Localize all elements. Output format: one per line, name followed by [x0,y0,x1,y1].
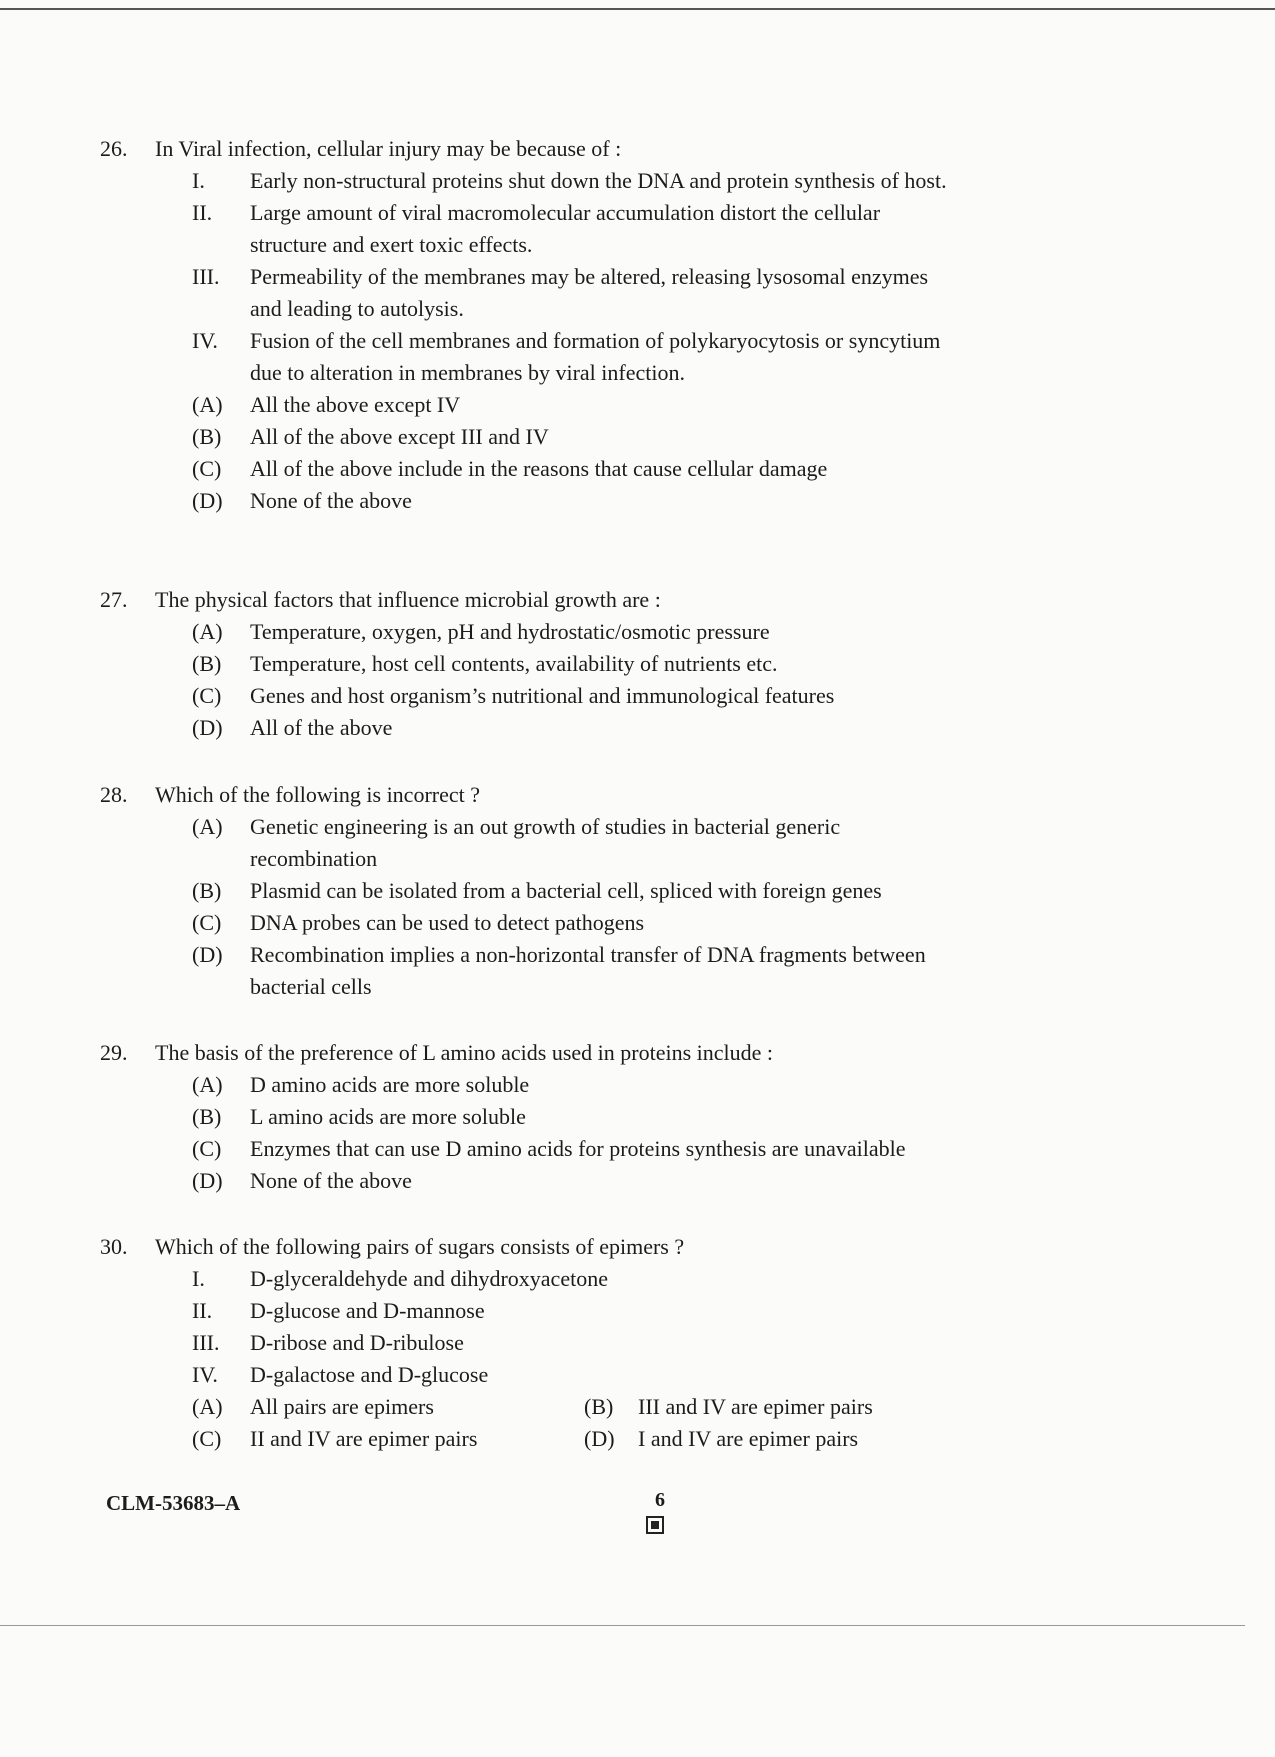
option [192,680,960,712]
option-text: Genetic engineering is an out growth of studies in bacterial generic recombination [250,814,841,871]
statement-text: D-glucose and D-mannose [250,1298,485,1323]
option-text: D amino acids are more soluble [250,1072,530,1097]
option-text: I and IV are epimer pairs [638,1426,859,1451]
option-label: (B) [192,651,222,676]
bottom-rule [0,1625,1245,1626]
option-label: (A) [192,814,223,839]
question-text: Which of the following is incorrect ? [155,782,481,807]
option-label: (D) [192,488,223,513]
option-text: All of the above except III and IV [250,424,549,449]
option-label: (A) [192,1072,223,1097]
statement-label: III. [192,1330,220,1355]
paper-code: CLM-53683–A [106,1491,241,1515]
statement-text: Fusion of the cell membranes and formation of polykaryocytosis or syncytium due to alteration in membranes by viral infection. [250,328,941,385]
option-text: Genes and host organism’s nutritional and immunological features [250,683,835,708]
option-text: III and IV are epimer pairs [638,1394,873,1419]
option-label: (C) [192,1426,222,1451]
question-number: 28. [100,782,128,807]
page-number: 6 [655,1489,665,1511]
option [192,648,960,680]
option-label: (C) [192,910,222,935]
option [192,389,960,421]
option-label: (C) [192,1136,222,1161]
top-rule [0,8,1275,10]
statement-label: IV. [192,1362,218,1387]
statement [192,261,960,325]
option-text: Temperature, host cell contents, availability of nutrients etc. [250,651,778,676]
square-dot-icon [646,1516,664,1534]
statement-label: II. [192,200,213,225]
statement-text: Permeability of the membranes may be altered, releasing lysosomal enzymes and leading to autolysis. [250,264,929,321]
statement-text: D-ribose and D-ribulose [250,1330,464,1355]
statement [192,165,960,197]
option [192,485,960,517]
question-number: 26. [100,136,128,161]
option-label: (D) [192,715,223,740]
option-text: None of the above [250,1168,412,1193]
statement-label: I. [192,1266,205,1291]
option [192,875,960,907]
option [192,712,960,744]
option [192,1165,960,1197]
option-text: All the above except IV [250,392,461,417]
statement-text: Early non-structural proteins shut down the DNA and protein synthesis of host. [250,168,947,193]
option-text: Enzymes that can use D amino acids for proteins synthesis are unavailable [250,1136,906,1161]
option [192,1101,960,1133]
option-label: (B) [584,1394,614,1419]
option-label: (D) [584,1426,615,1451]
question-29 [100,1037,960,1197]
option-label: (C) [192,456,222,481]
statement [192,197,960,261]
statement [192,1327,960,1359]
question-30 [100,1231,960,1455]
question-text: The basis of the preference of L amino acids used in proteins include : [155,1040,774,1065]
option-label: (A) [192,392,223,417]
option-text: DNA probes can be used to detect pathogens [250,910,645,935]
statement [192,1295,960,1327]
option [584,1391,904,1423]
option [192,1069,960,1101]
statement-label: III. [192,264,220,289]
option-text: Plasmid can be isolated from a bacterial cell, spliced with foreign genes [250,878,882,903]
option-text: All of the above include in the reasons that cause cellular damage [250,456,828,481]
option-text: None of the above [250,488,412,513]
question-text: In Viral infection, cellular injury may be because of : [155,136,622,161]
statement-text: D-galactose and D-glucose [250,1362,489,1387]
option-label: (A) [192,1394,223,1419]
option-label: (D) [192,1168,223,1193]
question-number: 27. [100,587,128,612]
statement-text: Large amount of viral macromolecular accumulation distort the cellular structure and exert toxic effects. [250,200,881,257]
option-label: (A) [192,619,223,644]
option [192,421,960,453]
option [192,907,960,939]
option-label: (B) [192,878,222,903]
question-28 [100,779,960,1003]
option-label: (B) [192,1104,222,1129]
option [192,453,960,485]
option-label: (C) [192,683,222,708]
option [192,1133,960,1165]
statement [192,1263,960,1295]
option-text: Temperature, oxygen, pH and hydrostatic/osmotic pressure [250,619,770,644]
option [192,939,960,1003]
option-text: II and IV are epimer pairs [250,1426,478,1451]
question-text: Which of the following pairs of sugars consists of epimers ? [155,1234,685,1259]
option [192,1423,584,1455]
statement [192,325,960,389]
question-26 [100,133,960,517]
option-text: L amino acids are more soluble [250,1104,526,1129]
question-number: 29. [100,1040,128,1065]
option-text: All pairs are epimers [250,1394,434,1419]
question-27 [100,584,960,744]
option-label: (D) [192,942,223,967]
statement-label: I. [192,168,205,193]
option-text: All of the above [250,715,393,740]
question-number: 30. [100,1234,128,1259]
question-text: The physical factors that influence microbial growth are : [155,587,661,612]
options-grid [192,1391,960,1455]
option [192,811,960,875]
statement-label: II. [192,1298,213,1323]
option [192,616,960,648]
option [584,1423,904,1455]
statement [192,1359,960,1391]
option-label: (B) [192,424,222,449]
option-text: Recombination implies a non-horizontal transfer of DNA fragments between bacterial cells [250,942,926,999]
statement-label: IV. [192,328,218,353]
option [192,1391,584,1423]
statement-text: D-glyceraldehyde and dihydroxyacetone [250,1266,608,1291]
